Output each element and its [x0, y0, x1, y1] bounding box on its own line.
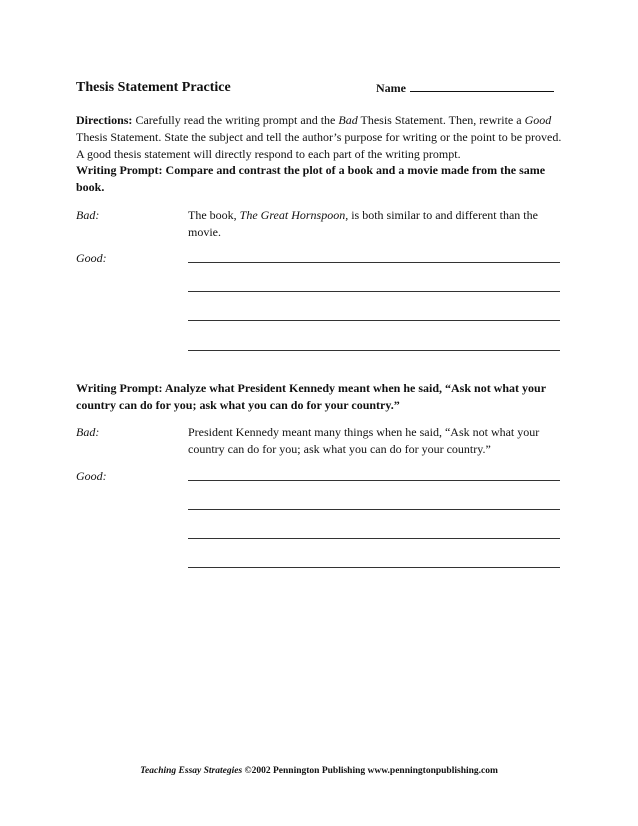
footer-book-title: Teaching Essay Strategies: [140, 766, 243, 776]
directions-label: Directions:: [76, 113, 133, 127]
directions-text-2: Thesis Statement. Then, rewrite a: [357, 113, 525, 127]
bad-text-1-part-b: , is both similar to and different than the movie.: [188, 208, 538, 239]
good-label-2: Good:: [76, 469, 107, 483]
bad-thesis-row-2: [76, 424, 564, 458]
answer-line-2-3[interactable]: [188, 538, 560, 539]
answer-line-1-2[interactable]: [188, 291, 560, 292]
good-thesis-row-2: [76, 468, 564, 485]
page-title: Thesis Statement Practice: [76, 80, 231, 95]
page-footer: [0, 766, 638, 776]
answer-line-2-4[interactable]: [188, 567, 560, 568]
bad-thesis-text-2: President Kennedy meant many things when he said, “Ask not what your country can do for you; ask what you can do for your country.”: [188, 425, 540, 456]
directions-good-word: Good: [524, 113, 552, 127]
footer-publisher: ©2002 Pennington Publishing www.penningtonpublishing.com: [242, 766, 498, 776]
bad-thesis-text-1: [188, 207, 560, 241]
answer-line-1-1[interactable]: [188, 262, 560, 263]
answer-line-2-2[interactable]: [188, 509, 560, 510]
good-label-1: Good:: [76, 251, 107, 265]
directions-text-1: Carefully read the writing prompt and the: [132, 113, 339, 127]
answer-line-1-4[interactable]: [188, 350, 560, 351]
name-label: Name: [376, 81, 406, 95]
directions-bad-word: Bad: [338, 113, 358, 127]
directions-text-3: Thesis Statement. State the subject and tell the author’s purpose for writing or the point to be proved. A good thesis statement will directly respond to each part of the writing prompt.: [76, 130, 562, 161]
writing-prompt-1: Writing Prompt: Compare and contrast the plot of a book and a movie made from the same book.: [76, 163, 546, 194]
name-blank-line[interactable]: [410, 80, 554, 92]
name-field[interactable]: [376, 80, 554, 96]
bad-label-2: Bad:: [76, 425, 100, 439]
answer-line-2-1[interactable]: [188, 480, 560, 481]
good-thesis-row-1: [76, 250, 564, 267]
bad-thesis-row-1: [76, 207, 564, 241]
directions-paragraph: [76, 112, 564, 163]
writing-prompt-2: Writing Prompt: Analyze what President Kennedy meant when he said, “Ask not what your country can do for you; ask what you can do for your country.”: [76, 381, 546, 412]
bad-text-1-part-a: The book,: [188, 208, 240, 222]
bad-text-1-book-title: The Great Hornspoon: [239, 208, 346, 222]
answer-line-1-3[interactable]: [188, 320, 560, 321]
worksheet-header: [76, 80, 562, 98]
bad-label-1: Bad:: [76, 208, 100, 222]
